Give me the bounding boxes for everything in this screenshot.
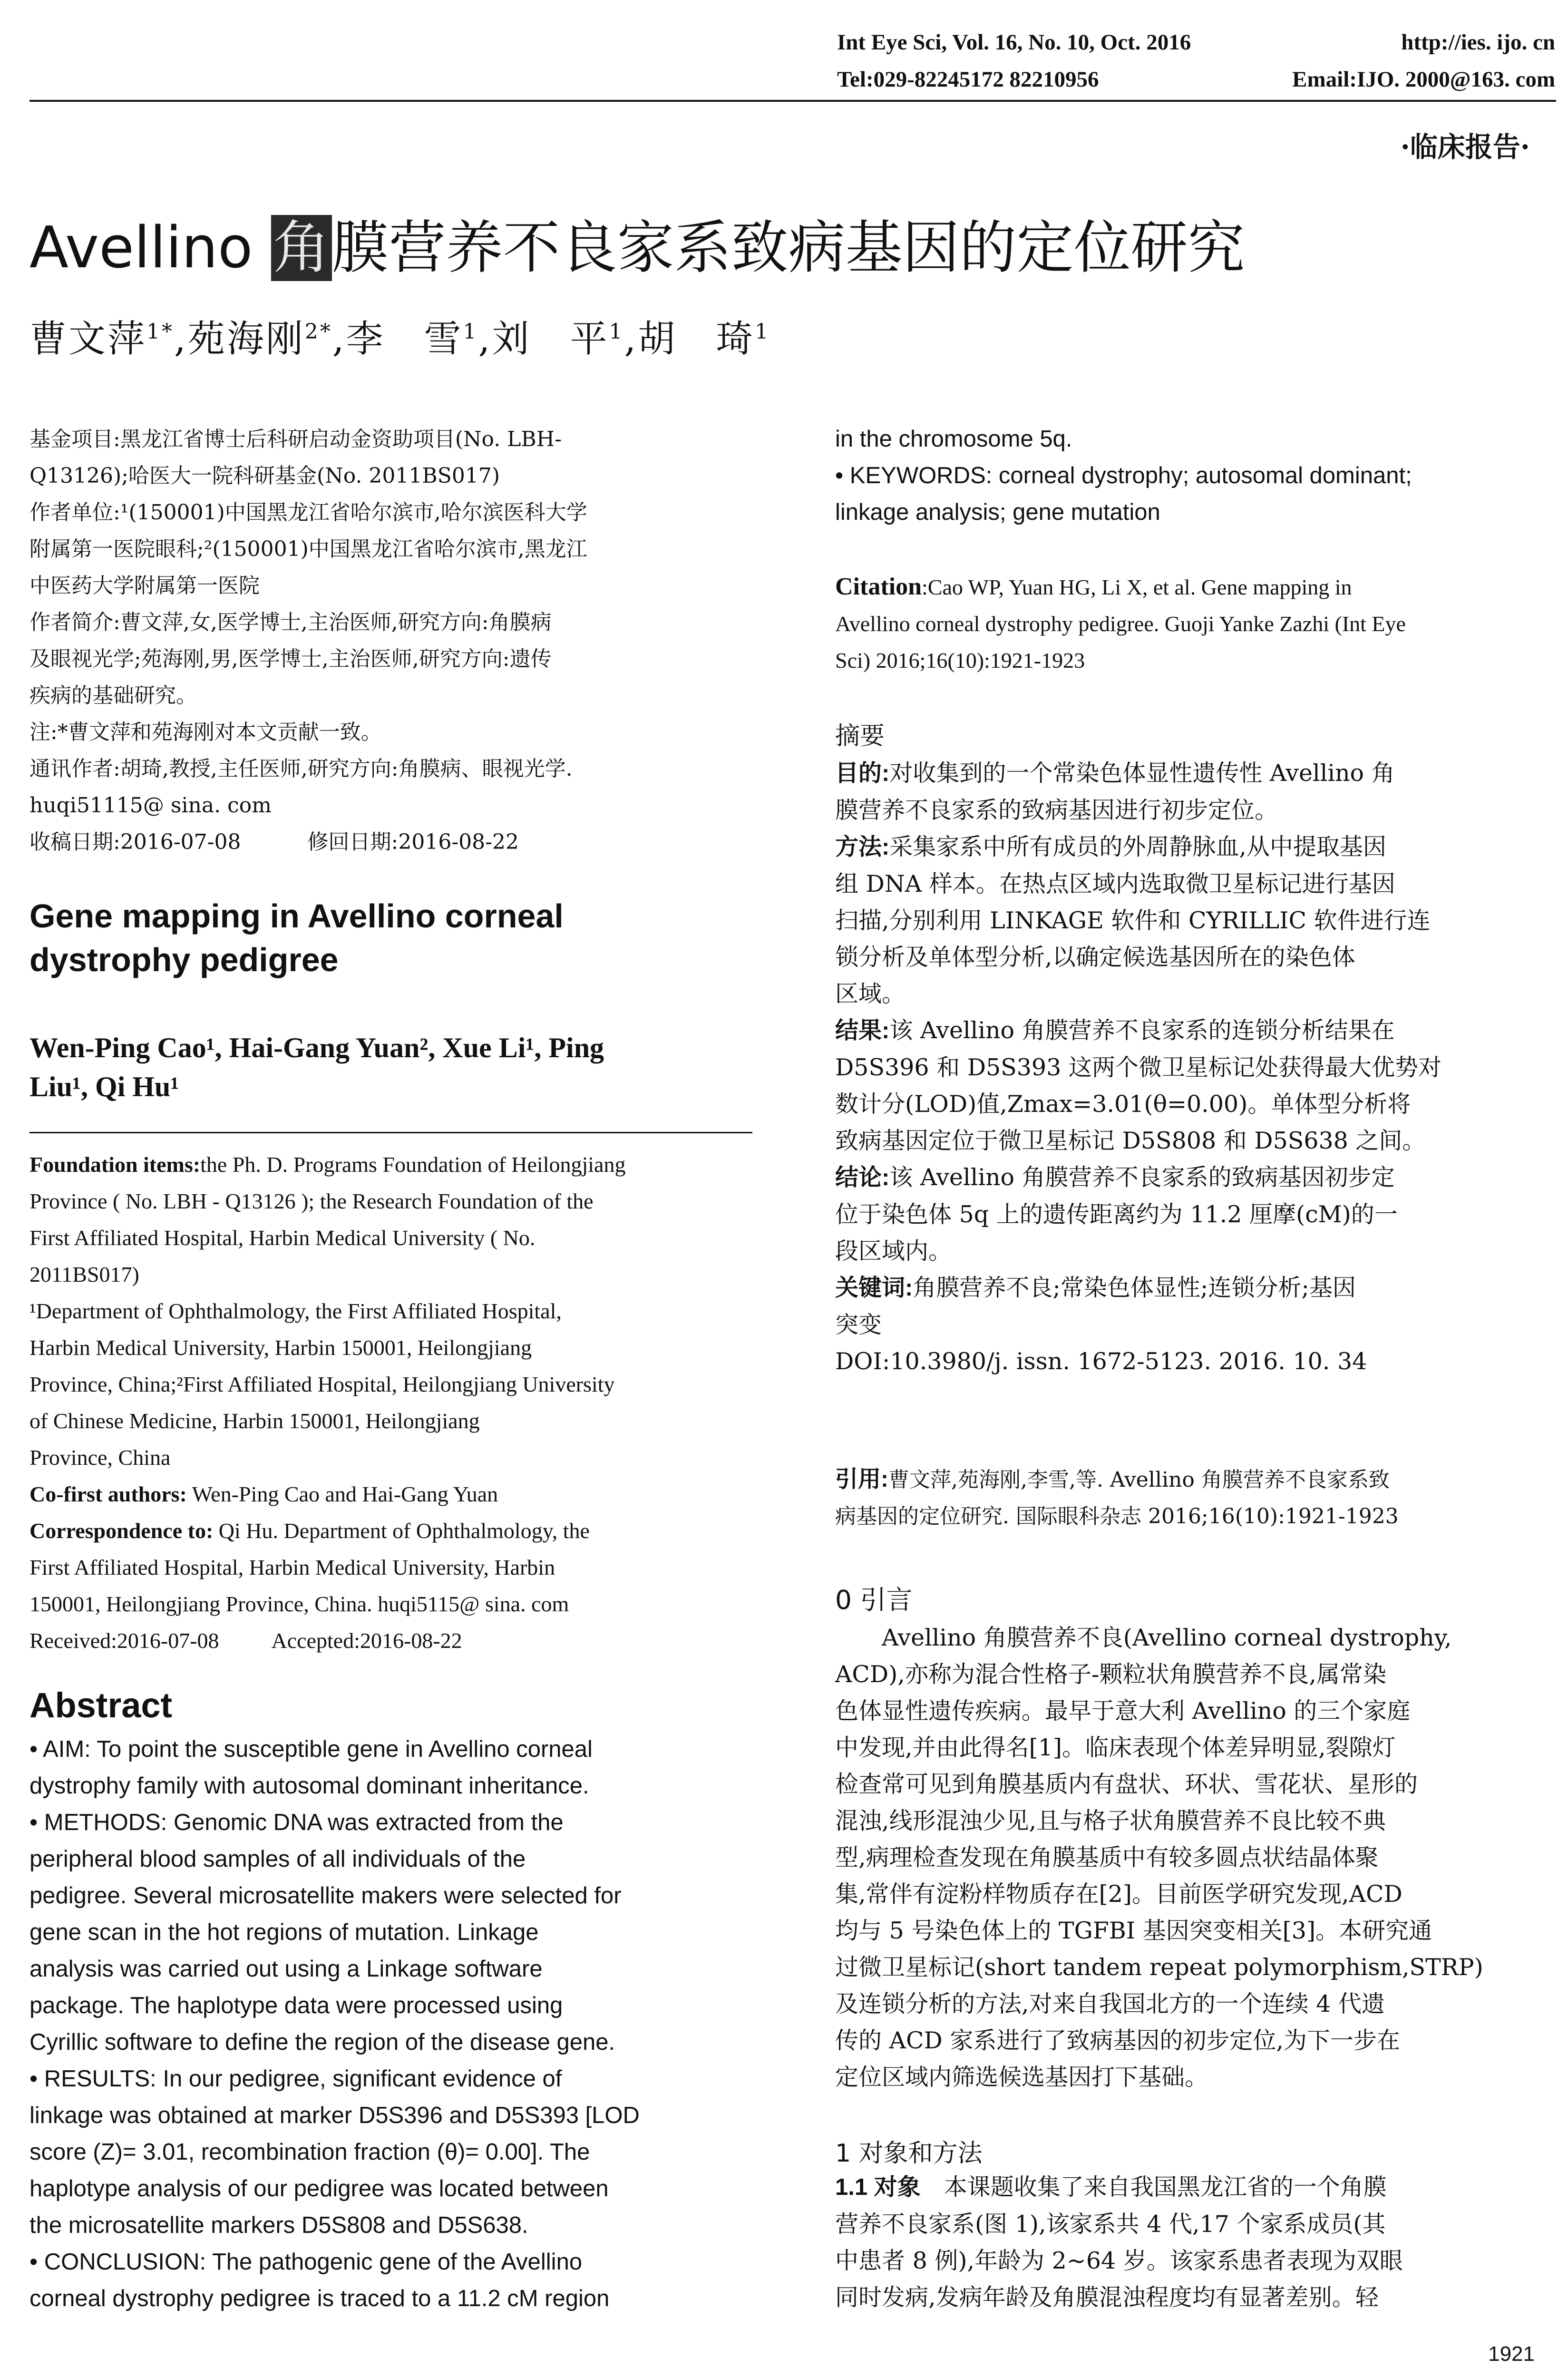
citation-cn-text: 曹文萍,苑海刚,李雪,等. Avellino 角膜营养不良家系致 [888, 1468, 1390, 1492]
intro-line: 中发现,并由此得名[1]。临床表现个体差异明显,裂隙灯 [835, 1734, 1396, 1761]
english-title-line: dystrophy pedigree [29, 941, 339, 978]
methods-line: 区域。 [835, 980, 906, 1007]
foundation-line: Province ( No. LBH - Q13126 ); the Research Foundation of the [29, 1189, 594, 1213]
affiliation-en-line: Province, China [29, 1445, 171, 1470]
section11-line: 中患者 8 例),年龄为 2~64 岁。该家系患者表现为双眼 [835, 2247, 1403, 2274]
correspondence-label: Correspondence to: [29, 1519, 214, 1543]
correspondence-en-line [29, 1512, 752, 1549]
section-tag: ·临床报告· [1400, 131, 1530, 163]
abstract-line: • AIM: To point the susceptible gene in Avellino corneal [29, 1736, 593, 1762]
intro-line: 混浊,线形混浊少见,且与格子状角膜营养不良比较不典 [835, 1807, 1386, 1834]
keywords-cn-text: 角膜营养不良;常染色体显性;连锁分析;基因 [913, 1274, 1356, 1301]
abstract-continuation: in the chromosome 5q. [835, 426, 1072, 452]
results-line [835, 1012, 1555, 1049]
affiliation-en-line: Province, China;²First Affiliated Hospital, Heilongjiang University [29, 1372, 615, 1396]
header-rule [29, 100, 1556, 102]
citation-en-line [835, 568, 1555, 605]
results-line: D5S396 和 D5S393 这两个微卫星标记处获得最大优势对 [835, 1054, 1441, 1081]
citation-cn-label: 引用: [835, 1467, 888, 1492]
keywords-line: linkage analysis; gene mutation [835, 499, 1160, 525]
journal-header-line-1 [837, 29, 1555, 55]
keywords-cn-line: 突变 [835, 1311, 882, 1338]
abstract-body [29, 1731, 752, 2317]
correspondence-text: Qi Hu. Department of Ophthalmology, the [213, 1519, 590, 1543]
section11-line [835, 2169, 1555, 2206]
abstract-line: • CONCLUSION: The pathogenic gene of the Avellino [29, 2249, 583, 2275]
author-affiliation-mark: 1 [609, 320, 624, 344]
article-title [29, 202, 1245, 284]
intro-line: 型,病理检查发现在角膜基质中有较多圆点状结晶体聚 [835, 1844, 1379, 1871]
intro-line: 过微卫星标记(short tandem repeat polymorphism,STRP) [835, 1954, 1483, 1981]
title-prefix: Avellino [29, 215, 271, 281]
intro-line: 及连锁分析的方法,对来自我国北方的一个连续 4 代遗 [835, 1990, 1385, 2017]
correspondence-en-line: 150001, Heilongjiang Province, China. huqi5115@ sina. com [29, 1592, 569, 1616]
citation-label: Citation [835, 573, 922, 600]
abstract-line: Cyrillic software to define the region of the disease gene. [29, 2029, 615, 2055]
foundation-line: 2011BS017) [29, 1262, 139, 1286]
methods-line: 扫描,分别利用 LINKAGE 软件和 CYRILLIC 软件进行连 [835, 907, 1431, 934]
methods-line: 锁分析及单体型分析,以确定候选基因所在的染色体 [835, 944, 1355, 971]
article-info-chinese [29, 421, 752, 860]
chinese-abstract [835, 718, 1555, 1380]
abstract-line: • METHODS: Genomic DNA was extracted from the [29, 1810, 564, 1835]
journal-tel: Tel:029-82245172 82210956 [837, 67, 1099, 92]
correspondence-email: huqi51115@ sina. com [29, 793, 272, 818]
co-first-authors-line [29, 1476, 752, 1512]
methods-text: 采集家系中所有成员的外周静脉血,从中提取基因 [889, 833, 1386, 860]
conclusion-line: 位于染色体 5q 上的遗传距离约为 11.2 厘摩(cM)的一 [835, 1201, 1398, 1228]
author-name: 胡 琦 [638, 318, 755, 360]
funding-line: Q13126);哈医大一院科研基金(No. 2011BS017) [29, 464, 500, 488]
dates-en-line [29, 1622, 752, 1659]
revised-date: 修回日期:2016-08-22 [307, 830, 519, 854]
abstract-line: corneal dystrophy pedigree is traced to a 11.2 cM region [29, 2286, 610, 2311]
aim-line: 膜营养不良家系的致病基因进行初步定位。 [835, 797, 1278, 824]
conclusion-line [835, 1159, 1555, 1196]
section11-body [835, 2169, 1555, 2316]
accepted-date-en: Accepted:2016-08-22 [271, 1628, 462, 1653]
doi-line: DOI:10.3980/j. issn. 1672-5123. 2016. 10. 34 [835, 1348, 1367, 1375]
page-number: 1921 [1488, 2342, 1535, 2366]
foundation-label: Foundation items: [29, 1152, 201, 1177]
author-name: 苑海刚 [187, 318, 305, 360]
authors-chinese: 曹文萍$^{1*}$,苑海刚$^{2*}$,李 雪$^1$,刘 平$^1$,胡 琦$^1$ [29, 318, 770, 360]
affiliation-en-line: ¹Department of Ophthalmology, the First Affiliated Hospital, [29, 1299, 562, 1323]
abstract-line: analysis was carried out using a Linkage software [29, 1956, 543, 1982]
abstract-line: package. The haplotype data were processed using [29, 1993, 563, 2018]
methods-line: 组 DNA 样本。在热点区域内选取微卫星标记进行基因 [835, 870, 1395, 897]
keywords-cn-label: 关键词: [835, 1275, 913, 1301]
citation-en [835, 568, 1555, 679]
abstract-line: • RESULTS: In our pedigree, significant evidence of [29, 2066, 562, 2092]
intro-line: 集,常伴有淀粉样物质存在[2]。目前医学研究发现,ACD [835, 1880, 1402, 1908]
english-authors-line: Liu¹, Qi Hu¹ [29, 1071, 179, 1102]
author-affiliation-mark: 2* [304, 320, 332, 344]
received-date: 收稿日期:2016-07-08 [29, 830, 241, 854]
english-title-line: Gene mapping in Avellino corneal [29, 897, 564, 935]
correspondence-en-line: First Affiliated Hospital, Harbin Medical University, Harbin [29, 1555, 555, 1579]
abstract-line: dystrophy family with autosomal dominant inheritance. [29, 1773, 589, 1799]
author-name: 曹文萍 [29, 318, 147, 360]
english-authors [29, 1028, 752, 1106]
title-highlight: 角 [271, 215, 332, 281]
author-bio-line: 疾病的基础研究。 [29, 683, 197, 708]
results-line: 数计分(LOD)值,Zmax=3.01(θ=0.00)。单体型分析将 [835, 1091, 1411, 1118]
title-suffix: 膜营养不良家系致病基因的定位研究 [331, 215, 1245, 281]
dates-line [29, 824, 752, 860]
journal-header-line-2 [837, 67, 1555, 92]
abstract-line: peripheral blood samples of all individuals of the [29, 1846, 526, 1872]
intro-line: 检查常可见到角膜基质内有盘状、环状、雪花状、星形的 [835, 1771, 1418, 1798]
keywords-line: • KEYWORDS: corneal dystrophy; autosomal dominant; [835, 463, 1412, 488]
author-bio-line: 及眼视光学;苑海刚,男,医学博士,主治医师,研究方向:遗传 [29, 647, 552, 671]
keywords-block [835, 421, 1555, 531]
results-line: 致病基因定位于微卫星标记 D5S808 和 D5S638 之间。 [835, 1127, 1426, 1154]
abstract-line: pedigree. Several microsatellite makers were selected for [29, 1883, 622, 1909]
intro-line: 传的 ACD 家系进行了致病基因的初步定位,为下一步在 [835, 2027, 1400, 2054]
note-line: 注:*曹文萍和苑海刚对本文贡献一致。 [29, 720, 382, 744]
intro-line: Avellino 角膜营养不良(Avellino corneal dystrophy, [835, 1624, 1452, 1651]
citation-cn-line [835, 1461, 1555, 1498]
chinese-abstract-heading: 摘要 [835, 722, 885, 750]
english-title [29, 894, 752, 982]
citation-en-line: Avellino corneal dystrophy pedigree. Guoji Yanke Zazhi (Int Eye [835, 612, 1406, 636]
abstract-line: score (Z)= 3.01, recombination fraction (θ)= 0.00]. The [29, 2139, 590, 2165]
author-affiliation-mark: 1 [463, 320, 478, 344]
intro-line: 均与 5 号染色体上的 TGFBI 基因突变相关[3]。本研究通 [835, 1917, 1432, 1944]
section11-label: 1.1 对象 [835, 2174, 921, 2200]
foundation-text: the Ph. D. Programs Foundation of Heilongjiang [200, 1152, 626, 1177]
author-bio-line: 作者简介:曹文萍,女,医学博士,主治医师,研究方向:角膜病 [29, 610, 552, 634]
intro-line: 色体显性遗传疾病。最早于意大利 Avellino 的三个家庭 [835, 1697, 1411, 1724]
received-date-en: Received:2016-07-08 [29, 1628, 219, 1653]
conclusion-text: 该 Avellino 角膜营养不良家系的致病基因初步定 [889, 1164, 1395, 1191]
abstract-heading: Abstract [29, 1685, 173, 1725]
intro-body [835, 1619, 1555, 2095]
intro-line: ACD),亦称为混合性格子-颗粒状角膜营养不良,属常染 [835, 1661, 1386, 1688]
citation-en-line: Sci) 2016;16(10):1921-1923 [835, 648, 1085, 672]
affiliation-line: 附属第一医院眼科;²(150001)中国黑龙江省哈尔滨市,黑龙江 [29, 537, 587, 561]
journal-citation-info: Int Eye Sci, Vol. 16, No. 10, Oct. 2016 [837, 30, 1191, 55]
aim-text: 对收集到的一个常染色体显性遗传性 Avellino 角 [889, 760, 1395, 787]
aim-line [835, 755, 1555, 792]
section1-heading: 1 对象和方法 [835, 2139, 983, 2168]
affiliation-en-line: Harbin Medical University, Harbin 150001, Heilongjiang [29, 1335, 532, 1360]
author-name: 刘 平 [492, 318, 609, 360]
left-column-rule [29, 1132, 752, 1133]
abstract-line: linkage was obtained at marker D5S396 and D5S393 [LOD [29, 2103, 640, 2128]
co-first-text: Wen-Ping Cao and Hai-Gang Yuan [186, 1482, 498, 1506]
co-first-label: Co-first authors: [29, 1482, 187, 1506]
foundation-block [29, 1146, 752, 1659]
keywords-cn-line [835, 1269, 1555, 1306]
affiliation-en-line: of Chinese Medicine, Harbin 150001, Heilongjiang [29, 1409, 480, 1433]
results-text: 该 Avellino 角膜营养不良家系的连锁分析结果在 [889, 1017, 1395, 1044]
section11-text: 本课题收集了来自我国黑龙江省的一个角膜 [920, 2173, 1387, 2201]
results-label: 结果: [835, 1018, 890, 1043]
funding-line: 基金项目:黑龙江省博士后科研启动金资助项目(No. LBH- [29, 427, 562, 451]
correspondence-line: 通讯作者:胡琦,教授,主任医师,研究方向:角膜病、眼视光学. [29, 757, 573, 781]
methods-label: 方法: [835, 834, 890, 860]
foundation-line [29, 1146, 752, 1183]
conclusion-label: 结论: [835, 1165, 890, 1190]
citation-text: :Cao WP, Yuan HG, Li X, et al. Gene mapping in [922, 575, 1352, 599]
conclusion-line: 段区域内。 [835, 1237, 952, 1265]
journal-website: http://ies. ijo. cn [1401, 30, 1555, 55]
journal-email: Email:IJO. 2000@163. com [1292, 67, 1555, 92]
author-affiliation-mark: 1* [146, 320, 175, 344]
affiliation-line: 作者单位:¹(150001)中国黑龙江省哈尔滨市,哈尔滨医科大学 [29, 500, 587, 525]
author-name: 李 雪 [346, 318, 463, 360]
abstract-line: haplotype analysis of our pedigree was located between [29, 2176, 609, 2202]
english-authors-line: Wen-Ping Cao¹, Hai-Gang Yuan², Xue Li¹, Ping [29, 1032, 604, 1063]
abstract-line: gene scan in the hot regions of mutation. Linkage [29, 1919, 539, 1945]
section11-line: 同时发病,发病年龄及角膜混浊程度均有显著差别。轻 [835, 2284, 1379, 2311]
methods-line [835, 828, 1555, 866]
abstract-line: the microsatellite markers D5S808 and D5S638. [29, 2212, 528, 2238]
citation-cn [835, 1461, 1555, 1535]
foundation-line: First Affiliated Hospital, Harbin Medical University ( No. [29, 1226, 536, 1250]
aim-label: 目的: [835, 760, 890, 786]
intro-heading: 0 引言 [835, 1585, 913, 1615]
author-affiliation-mark: 1 [755, 320, 770, 344]
affiliation-line: 中医药大学附属第一医院 [29, 574, 260, 598]
citation-cn-line: 病基因的定位研究. 国际眼科杂志 2016;16(10):1921-1923 [835, 1504, 1399, 1529]
section11-line: 营养不良家系(图 1),该家系共 4 代,17 个家系成员(其 [835, 2211, 1386, 2238]
intro-line: 定位区域内筛选候选基因打下基础。 [835, 2064, 1208, 2091]
